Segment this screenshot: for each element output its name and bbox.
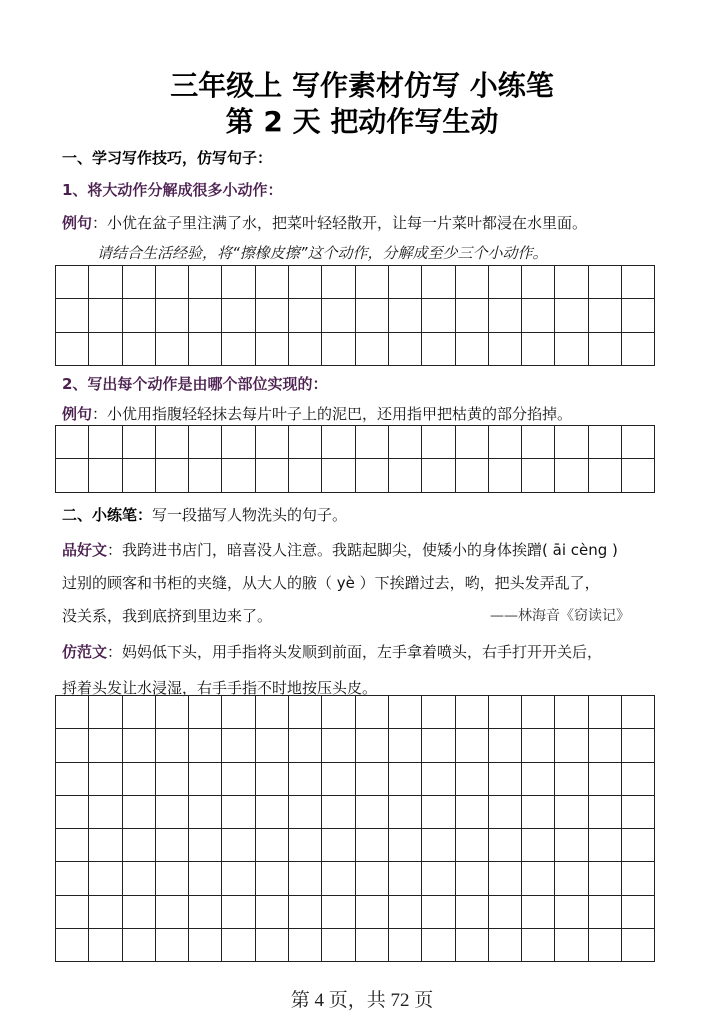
- grid-cell[interactable]: [522, 299, 555, 332]
- grid-cell[interactable]: [555, 696, 588, 729]
- grid-cell[interactable]: [589, 266, 622, 299]
- grid-cell[interactable]: [389, 796, 422, 829]
- grid-cell[interactable]: [189, 299, 222, 332]
- grid-cell[interactable]: [456, 729, 489, 762]
- grid-cell[interactable]: [156, 426, 189, 459]
- grid-cell[interactable]: [89, 426, 122, 459]
- grid-cell[interactable]: [222, 459, 255, 492]
- model-line-1: [62, 641, 602, 662]
- grid-cell[interactable]: [456, 333, 489, 366]
- model-text-1: ：妈妈低下头，用手指将头发顺到前面，左手拿着喷头，右手打开开关后，: [107, 643, 603, 661]
- grid-cell[interactable]: [123, 929, 156, 962]
- example-text: ：小优在盆子里注满了水，把菜叶轻轻散开，让每一片菜叶都浸在水里面。: [92, 214, 588, 232]
- grid-cell[interactable]: [356, 696, 389, 729]
- grid-cell[interactable]: [356, 796, 389, 829]
- grid-cell[interactable]: [389, 426, 422, 459]
- grid-cell[interactable]: [589, 459, 622, 492]
- grid-cell[interactable]: [589, 333, 622, 366]
- grid-cell[interactable]: [89, 333, 122, 366]
- grid-cell[interactable]: [489, 862, 522, 895]
- grid-cell[interactable]: [356, 299, 389, 332]
- grid-cell[interactable]: [89, 862, 122, 895]
- model-label: 仿范文: [62, 643, 108, 661]
- grid-cell[interactable]: [256, 729, 289, 762]
- grid-cell[interactable]: [156, 829, 189, 862]
- grid-cell[interactable]: [389, 862, 422, 895]
- grid-cell[interactable]: [56, 763, 89, 796]
- grid-cell[interactable]: [422, 426, 455, 459]
- grid-cell[interactable]: [389, 299, 422, 332]
- grid-cell[interactable]: [123, 299, 156, 332]
- grid-cell[interactable]: [555, 459, 588, 492]
- grid-cell[interactable]: [289, 796, 322, 829]
- writing-grid-3[interactable]: [55, 695, 655, 962]
- grid-cell[interactable]: [555, 763, 588, 796]
- grid-cell[interactable]: [589, 729, 622, 762]
- grid-cell[interactable]: [156, 729, 189, 762]
- grid-cell[interactable]: [555, 929, 588, 962]
- grid-cell[interactable]: [289, 299, 322, 332]
- grid-cell[interactable]: [123, 829, 156, 862]
- grid-cell[interactable]: [222, 929, 255, 962]
- grid-cell[interactable]: [322, 763, 355, 796]
- grid-cell[interactable]: [389, 459, 422, 492]
- grid-cell[interactable]: [89, 929, 122, 962]
- grid-cell[interactable]: [589, 896, 622, 929]
- grid-cell[interactable]: [322, 299, 355, 332]
- part1-example: [62, 212, 587, 233]
- grid-cell[interactable]: [456, 299, 489, 332]
- grid-cell[interactable]: [456, 266, 489, 299]
- grid-cell[interactable]: [622, 829, 655, 862]
- grid-cell[interactable]: [555, 729, 588, 762]
- grid-cell[interactable]: [522, 763, 555, 796]
- grid-cell[interactable]: [222, 299, 255, 332]
- grid-cell[interactable]: [222, 796, 255, 829]
- grid-cell[interactable]: [89, 796, 122, 829]
- grid-cell[interactable]: [222, 862, 255, 895]
- grid-cell[interactable]: [389, 333, 422, 366]
- grid-cell[interactable]: [156, 929, 189, 962]
- grid-cell[interactable]: [622, 333, 655, 366]
- grid-cell[interactable]: [256, 299, 289, 332]
- grid-cell[interactable]: [56, 459, 89, 492]
- part2-heading: 2、写出每个动作是由哪个部位实现的：: [62, 375, 328, 393]
- grid-cell[interactable]: [156, 696, 189, 729]
- section2-title: 二、小练笔：: [62, 506, 153, 524]
- grid-cell[interactable]: [622, 763, 655, 796]
- grid-cell[interactable]: [56, 929, 89, 962]
- grid-cell[interactable]: [56, 829, 89, 862]
- page-number: 第 4 页，共 72 页: [290, 990, 434, 1011]
- grid-cell[interactable]: [89, 299, 122, 332]
- quote-line-1: [62, 539, 618, 560]
- grid-cell[interactable]: [622, 862, 655, 895]
- grid-cell[interactable]: [189, 696, 222, 729]
- grid-cell[interactable]: [622, 459, 655, 492]
- grid-cell[interactable]: [422, 796, 455, 829]
- grid-cell[interactable]: [489, 796, 522, 829]
- grid-cell[interactable]: [555, 896, 588, 929]
- grid-cell[interactable]: [522, 896, 555, 929]
- grid-cell[interactable]: [123, 729, 156, 762]
- grid-cell[interactable]: [322, 796, 355, 829]
- grid-cell[interactable]: [456, 426, 489, 459]
- grid-cell[interactable]: [222, 763, 255, 796]
- grid-cell[interactable]: [189, 333, 222, 366]
- grid-cell[interactable]: [56, 696, 89, 729]
- page-subtitle: 第 2 天 把动作写生动: [225, 105, 499, 138]
- grid-cell[interactable]: [56, 333, 89, 366]
- grid-cell[interactable]: [156, 862, 189, 895]
- quote-label: 品好文: [62, 541, 108, 559]
- grid-cell[interactable]: [256, 896, 289, 929]
- page-title: 三年级上 写作素材仿写 小练笔: [170, 69, 554, 102]
- grid-cell[interactable]: [456, 763, 489, 796]
- grid-cell[interactable]: [222, 426, 255, 459]
- grid-cell[interactable]: [289, 829, 322, 862]
- grid-cell[interactable]: [456, 929, 489, 962]
- grid-cell[interactable]: [123, 459, 156, 492]
- grid-cell[interactable]: [56, 299, 89, 332]
- grid-cell[interactable]: [622, 796, 655, 829]
- grid-cell[interactable]: [289, 426, 322, 459]
- section2-heading: [62, 504, 347, 525]
- grid-cell[interactable]: [289, 896, 322, 929]
- grid-cell[interactable]: [456, 459, 489, 492]
- example-text: ：小优用指腹轻轻抹去每片叶子上的泥巴，还用指甲把枯黄的部分掐掉。: [92, 405, 573, 423]
- grid-cell[interactable]: [322, 862, 355, 895]
- grid-cell[interactable]: [589, 299, 622, 332]
- grid-cell[interactable]: [56, 729, 89, 762]
- grid-cell[interactable]: [489, 696, 522, 729]
- grid-cell[interactable]: [356, 763, 389, 796]
- grid-cell[interactable]: [56, 896, 89, 929]
- grid-cell[interactable]: [622, 299, 655, 332]
- grid-cell[interactable]: [256, 459, 289, 492]
- grid-cell[interactable]: [156, 266, 189, 299]
- grid-cell[interactable]: [422, 862, 455, 895]
- grid-cell[interactable]: [322, 266, 355, 299]
- grid-cell[interactable]: [156, 459, 189, 492]
- grid-cell[interactable]: [123, 426, 156, 459]
- grid-cell[interactable]: [489, 729, 522, 762]
- model-line-2: 捋着头发让水浸湿，右手手指不时地按压头皮。: [62, 679, 378, 697]
- quote-line-3: 没关系，我到底挤到里边来了。: [62, 607, 273, 625]
- grid-cell[interactable]: [555, 829, 588, 862]
- grid-cell[interactable]: [356, 333, 389, 366]
- grid-cell[interactable]: [56, 266, 89, 299]
- part2-example: [62, 403, 572, 424]
- grid-cell[interactable]: [389, 696, 422, 729]
- grid-cell[interactable]: [356, 266, 389, 299]
- grid-cell[interactable]: [322, 829, 355, 862]
- grid-cell[interactable]: [356, 459, 389, 492]
- example-label: 例句: [62, 214, 93, 232]
- grid-cell[interactable]: [89, 266, 122, 299]
- grid-cell[interactable]: [589, 426, 622, 459]
- grid-cell[interactable]: [222, 266, 255, 299]
- grid-cell[interactable]: [189, 763, 222, 796]
- grid-cell[interactable]: [222, 729, 255, 762]
- grid-cell[interactable]: [289, 266, 322, 299]
- grid-cell[interactable]: [156, 333, 189, 366]
- section2-instruction: 写一段描写人物洗头的句子。: [152, 506, 348, 524]
- grid-cell[interactable]: [256, 796, 289, 829]
- grid-cell[interactable]: [356, 829, 389, 862]
- grid-cell[interactable]: [289, 696, 322, 729]
- quote-line-2: 过别的顾客和书柜的夹缝，从大人的腋（ yè ）下挨蹭过去，哟，把头发弄乱了，: [62, 574, 600, 592]
- grid-cell[interactable]: [555, 862, 588, 895]
- grid-cell[interactable]: [89, 696, 122, 729]
- grid-cell[interactable]: [222, 333, 255, 366]
- grid-cell[interactable]: [256, 333, 289, 366]
- grid-cell[interactable]: [356, 729, 389, 762]
- grid-cell[interactable]: [322, 459, 355, 492]
- grid-cell[interactable]: [123, 266, 156, 299]
- grid-cell[interactable]: [389, 929, 422, 962]
- grid-cell[interactable]: [322, 333, 355, 366]
- grid-cell[interactable]: [555, 333, 588, 366]
- grid-cell[interactable]: [522, 729, 555, 762]
- grid-cell[interactable]: [356, 426, 389, 459]
- grid-cell[interactable]: [489, 266, 522, 299]
- grid-cell[interactable]: [222, 696, 255, 729]
- grid-cell[interactable]: [489, 459, 522, 492]
- grid-cell[interactable]: [522, 829, 555, 862]
- grid-cell[interactable]: [123, 896, 156, 929]
- grid-cell[interactable]: [56, 862, 89, 895]
- grid-cell[interactable]: [56, 796, 89, 829]
- grid-cell[interactable]: [489, 333, 522, 366]
- grid-cell[interactable]: [422, 763, 455, 796]
- grid-cell[interactable]: [622, 426, 655, 459]
- grid-cell[interactable]: [256, 426, 289, 459]
- grid-cell[interactable]: [622, 729, 655, 762]
- grid-cell[interactable]: [322, 929, 355, 962]
- grid-cell[interactable]: [555, 299, 588, 332]
- grid-cell[interactable]: [389, 763, 422, 796]
- grid-cell[interactable]: [522, 426, 555, 459]
- grid-cell[interactable]: [522, 459, 555, 492]
- grid-cell[interactable]: [555, 796, 588, 829]
- grid-cell[interactable]: [356, 929, 389, 962]
- part1-prompt: 请结合生活经验，将“擦橡皮擦”这个动作，分解成至少三个小动作。: [97, 244, 548, 262]
- grid-cell[interactable]: [589, 763, 622, 796]
- part1-heading: 1、将大动作分解成很多小动作：: [62, 181, 283, 199]
- writing-grid-1[interactable]: [55, 265, 655, 366]
- grid-cell[interactable]: [489, 896, 522, 929]
- example-label: 例句: [62, 405, 93, 423]
- grid-cell[interactable]: [522, 929, 555, 962]
- grid-cell[interactable]: [289, 929, 322, 962]
- grid-cell[interactable]: [589, 696, 622, 729]
- grid-cell[interactable]: [555, 426, 588, 459]
- grid-cell[interactable]: [589, 929, 622, 962]
- grid-cell[interactable]: [389, 266, 422, 299]
- grid-cell[interactable]: [422, 829, 455, 862]
- grid-cell[interactable]: [189, 862, 222, 895]
- grid-cell[interactable]: [289, 763, 322, 796]
- grid-cell[interactable]: [422, 896, 455, 929]
- grid-cell[interactable]: [456, 896, 489, 929]
- grid-cell[interactable]: [256, 696, 289, 729]
- quote-text-1: ：我跨进书店门，暗喜没人注意。我踮起脚尖，使矮小的身体挨蹭( āi cèng ): [107, 541, 618, 559]
- grid-cell[interactable]: [456, 829, 489, 862]
- grid-cell[interactable]: [123, 862, 156, 895]
- grid-cell[interactable]: [522, 333, 555, 366]
- grid-cell[interactable]: [89, 763, 122, 796]
- grid-cell[interactable]: [389, 829, 422, 862]
- grid-cell[interactable]: [589, 829, 622, 862]
- grid-cell[interactable]: [156, 299, 189, 332]
- grid-cell[interactable]: [289, 729, 322, 762]
- grid-cell[interactable]: [256, 266, 289, 299]
- grid-cell[interactable]: [189, 829, 222, 862]
- grid-cell[interactable]: [489, 829, 522, 862]
- grid-cell[interactable]: [456, 696, 489, 729]
- grid-cell[interactable]: [189, 266, 222, 299]
- grid-cell[interactable]: [522, 862, 555, 895]
- grid-cell[interactable]: [622, 896, 655, 929]
- grid-cell[interactable]: [422, 729, 455, 762]
- grid-cell[interactable]: [555, 266, 588, 299]
- grid-cell[interactable]: [389, 729, 422, 762]
- grid-cell[interactable]: [189, 796, 222, 829]
- grid-cell[interactable]: [289, 333, 322, 366]
- grid-cell[interactable]: [422, 266, 455, 299]
- quote-source: ——林海音《窃读记》: [490, 608, 630, 624]
- grid-cell[interactable]: [356, 896, 389, 929]
- grid-cell[interactable]: [522, 796, 555, 829]
- grid-cell[interactable]: [322, 729, 355, 762]
- writing-grid-2[interactable]: [55, 425, 655, 493]
- grid-cell[interactable]: [356, 862, 389, 895]
- grid-cell[interactable]: [522, 696, 555, 729]
- grid-cell[interactable]: [123, 796, 156, 829]
- grid-cell[interactable]: [456, 796, 489, 829]
- grid-cell[interactable]: [89, 459, 122, 492]
- grid-cell[interactable]: [156, 763, 189, 796]
- grid-cell[interactable]: [489, 299, 522, 332]
- grid-cell[interactable]: [422, 299, 455, 332]
- grid-cell[interactable]: [189, 896, 222, 929]
- section1-heading: 一、学习写作技巧，仿写句子：: [62, 149, 273, 167]
- grid-cell[interactable]: [189, 729, 222, 762]
- grid-cell[interactable]: [189, 929, 222, 962]
- grid-cell[interactable]: [256, 829, 289, 862]
- grid-cell[interactable]: [456, 862, 489, 895]
- grid-cell[interactable]: [322, 696, 355, 729]
- grid-cell[interactable]: [622, 929, 655, 962]
- grid-cell[interactable]: [89, 729, 122, 762]
- grid-cell[interactable]: [489, 929, 522, 962]
- grid-cell[interactable]: [622, 266, 655, 299]
- grid-cell[interactable]: [422, 459, 455, 492]
- grid-cell[interactable]: [322, 896, 355, 929]
- grid-cell[interactable]: [156, 796, 189, 829]
- grid-cell[interactable]: [256, 929, 289, 962]
- grid-cell[interactable]: [189, 426, 222, 459]
- grid-cell[interactable]: [89, 829, 122, 862]
- grid-cell[interactable]: [589, 796, 622, 829]
- grid-cell[interactable]: [123, 696, 156, 729]
- grid-cell[interactable]: [622, 696, 655, 729]
- grid-cell[interactable]: [289, 862, 322, 895]
- grid-cell[interactable]: [222, 896, 255, 929]
- grid-cell[interactable]: [123, 763, 156, 796]
- grid-cell[interactable]: [289, 459, 322, 492]
- grid-cell[interactable]: [589, 862, 622, 895]
- grid-cell[interactable]: [422, 929, 455, 962]
- grid-cell[interactable]: [522, 266, 555, 299]
- grid-cell[interactable]: [222, 829, 255, 862]
- grid-cell[interactable]: [189, 459, 222, 492]
- grid-cell[interactable]: [256, 763, 289, 796]
- grid-cell[interactable]: [422, 333, 455, 366]
- grid-cell[interactable]: [56, 426, 89, 459]
- grid-cell[interactable]: [89, 896, 122, 929]
- grid-cell[interactable]: [489, 426, 522, 459]
- grid-cell[interactable]: [422, 696, 455, 729]
- grid-cell[interactable]: [256, 862, 289, 895]
- grid-cell[interactable]: [489, 763, 522, 796]
- grid-cell[interactable]: [156, 896, 189, 929]
- grid-cell[interactable]: [322, 426, 355, 459]
- grid-cell[interactable]: [123, 333, 156, 366]
- grid-cell[interactable]: [389, 896, 422, 929]
